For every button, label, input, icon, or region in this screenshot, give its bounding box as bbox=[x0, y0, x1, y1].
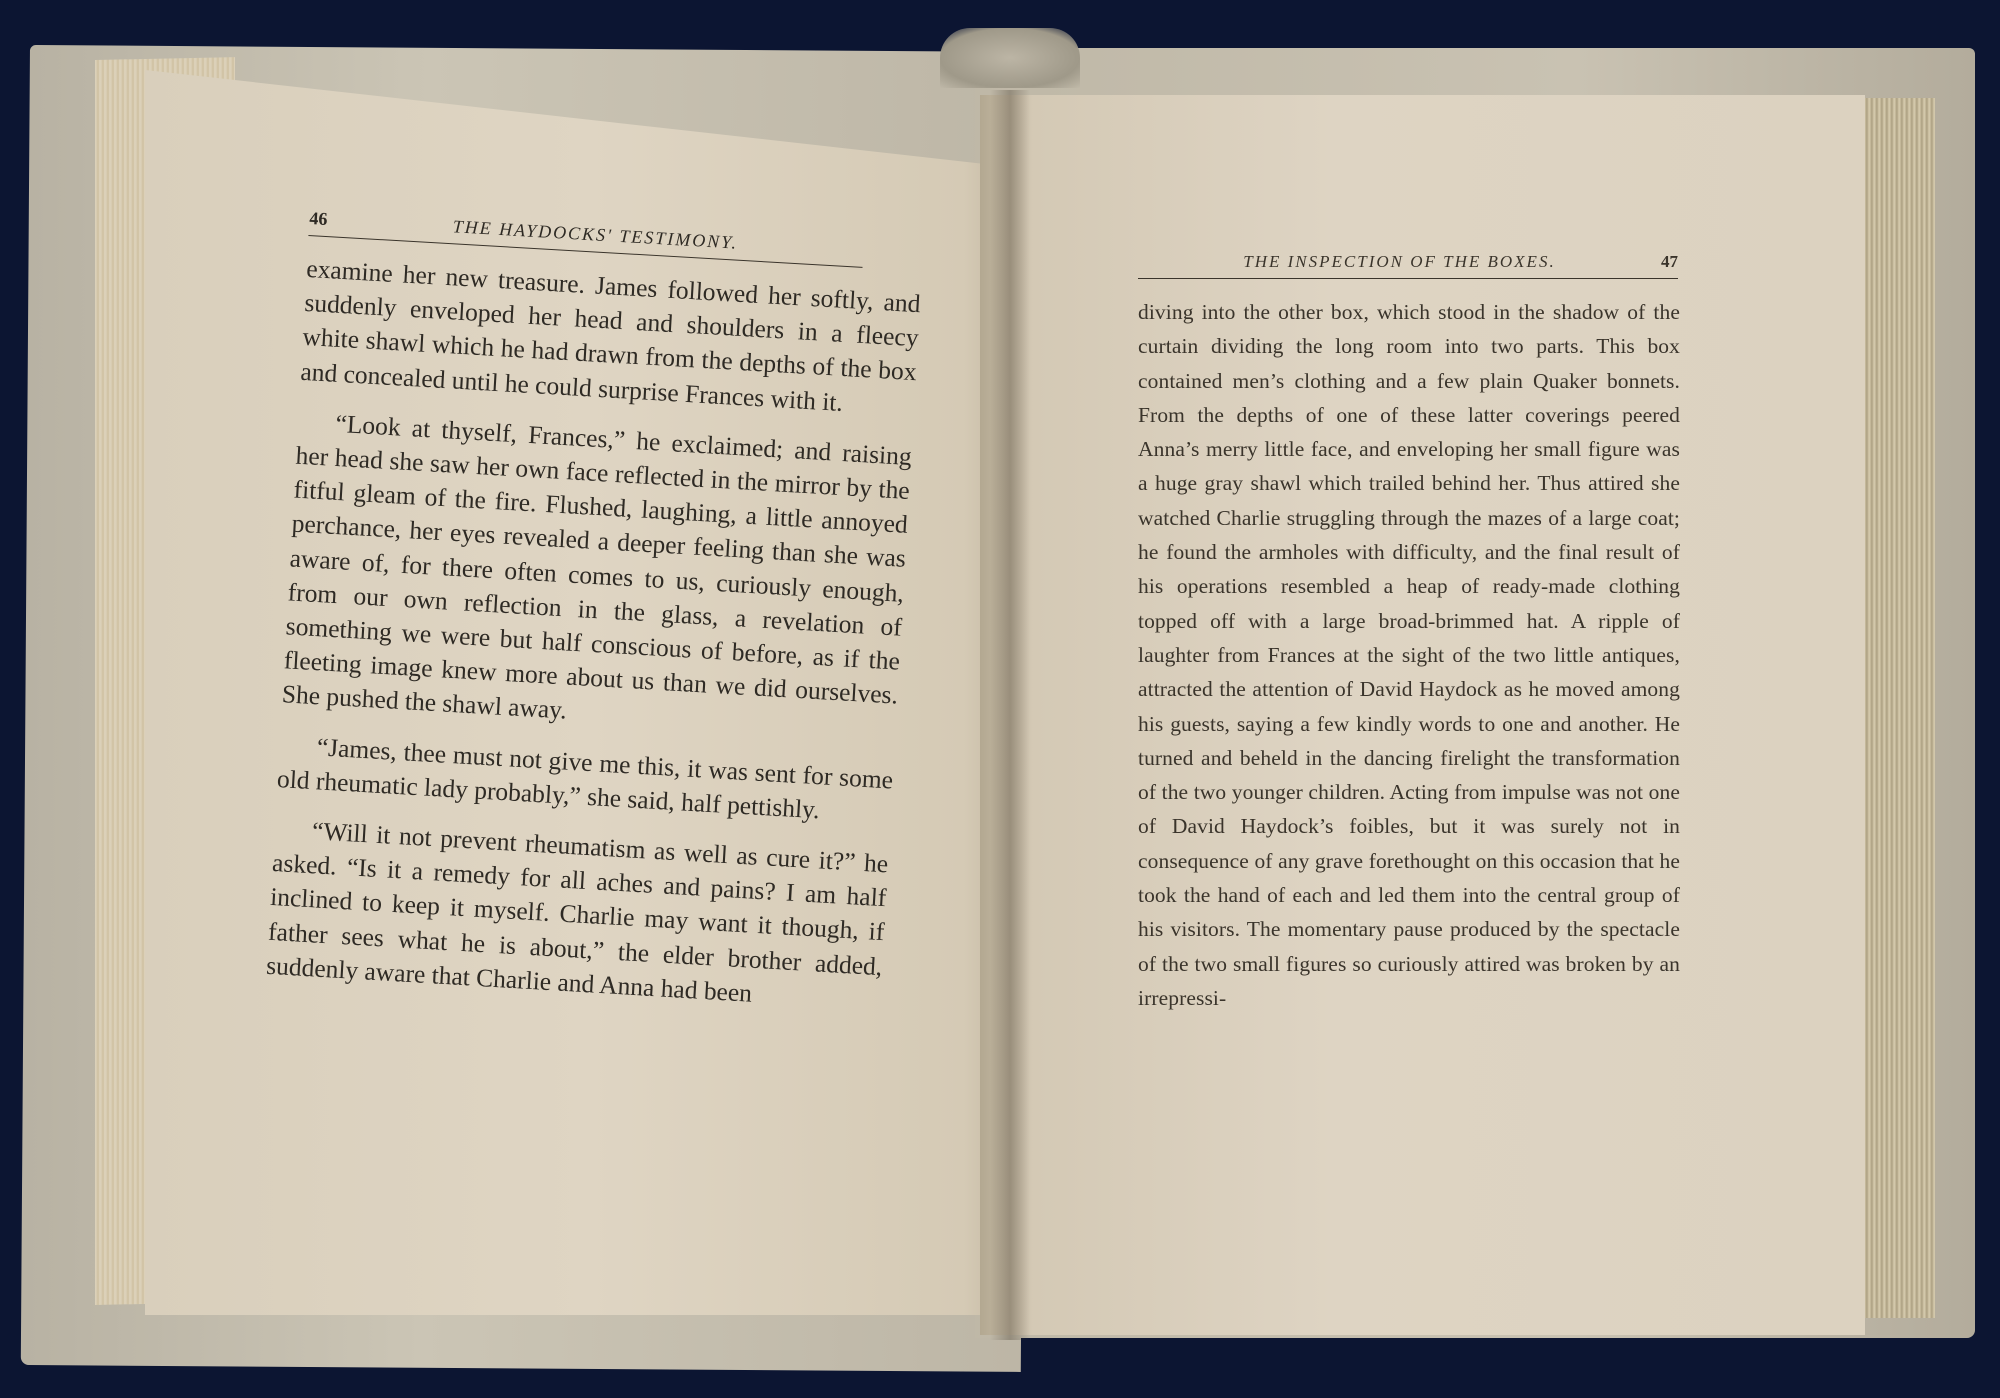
right-body-text bbox=[1138, 295, 1680, 1015]
gutter-shadow bbox=[990, 90, 1030, 1340]
paragraph: “James, thee must not give me this, it was sent for some old rheumatic lady probably,” she said, half pettishly. bbox=[276, 731, 894, 825]
page-edges-right bbox=[1855, 98, 1935, 1318]
left-page-number: 46 bbox=[308, 208, 328, 230]
right-page-text bbox=[1138, 252, 1680, 1015]
right-running-head bbox=[1138, 252, 1678, 279]
paragraph: “Will it not prevent rheumatism as well as cure it?” he asked. “Is it a remedy for all aches and pains? I am half inclined to keep it myself. Charlie may want it though, if father sees what he is about,” the elder brother added, suddenly aware that Charlie and Anna had been bbox=[265, 816, 890, 1008]
paragraph: diving into the other box, which stood in the shadow of the curtain dividing the long room into two parts. This box contained men’s clothing and a few plain Quaker bonnets. From the depths of one of these latter coverings peered Anna’s merry little face, and enveloping her small figure was a huge gray shawl which trailed behind her. Thus attired she watched Charlie struggling through the mazes of a large coat; he found the armholes with difficulty, and the final result of his operations resembled a heap of ready-made clothing topped off with a large broad-brimmed hat. A ripple of laughter from Frances at the sight of the two little antiques, attracted the attention of David Haydock as he moved among his guests, saying a few kindly words to one and another. He turned and beheld in the dancing firelight the transformation of the two younger children. Acting from impulse was not one of David Haydock’s foibles, but it was surely not in consequence of any grave forethought on this occasion that he took the hand of each and led them into the central group of his visitors. The momentary pause produced by the spectacle of the two small figures so curiously attired was broken by an irrepressi- bbox=[1138, 300, 1680, 1010]
right-running-title: THE INSPECTION OF THE BOXES. bbox=[1243, 252, 1556, 271]
left-running-title: THE HAYDOCKS' TESTIMONY. bbox=[452, 216, 739, 253]
right-page-number: 47 bbox=[1660, 252, 1678, 271]
paragraph: “Look at thyself, Frances,” he exclaimed; and raising her head she saw her own face reflected in the mirror by the fitful gleam of the fire. Flushed, laughing, a little annoyed perchance, her eyes revealed a deeper feeling than she was aware of, for there often comes to us, curiously enough, from our own reflection in the glass, a revelation of something we were but half conscious of before, as if the fleeting image knew more about us than we did ourselves. She pushed the shawl away. bbox=[281, 408, 913, 726]
book-spine bbox=[940, 28, 1080, 88]
paragraph: examine her new treasure. James followed her softly, and suddenly enveloped her head and shoulders in a fleecy white shawl which he had drawn from the depths of the box and concealed until he could surprise Frances with it. bbox=[299, 253, 922, 417]
left-body-text bbox=[265, 252, 921, 1018]
left-page-text bbox=[265, 208, 924, 1018]
